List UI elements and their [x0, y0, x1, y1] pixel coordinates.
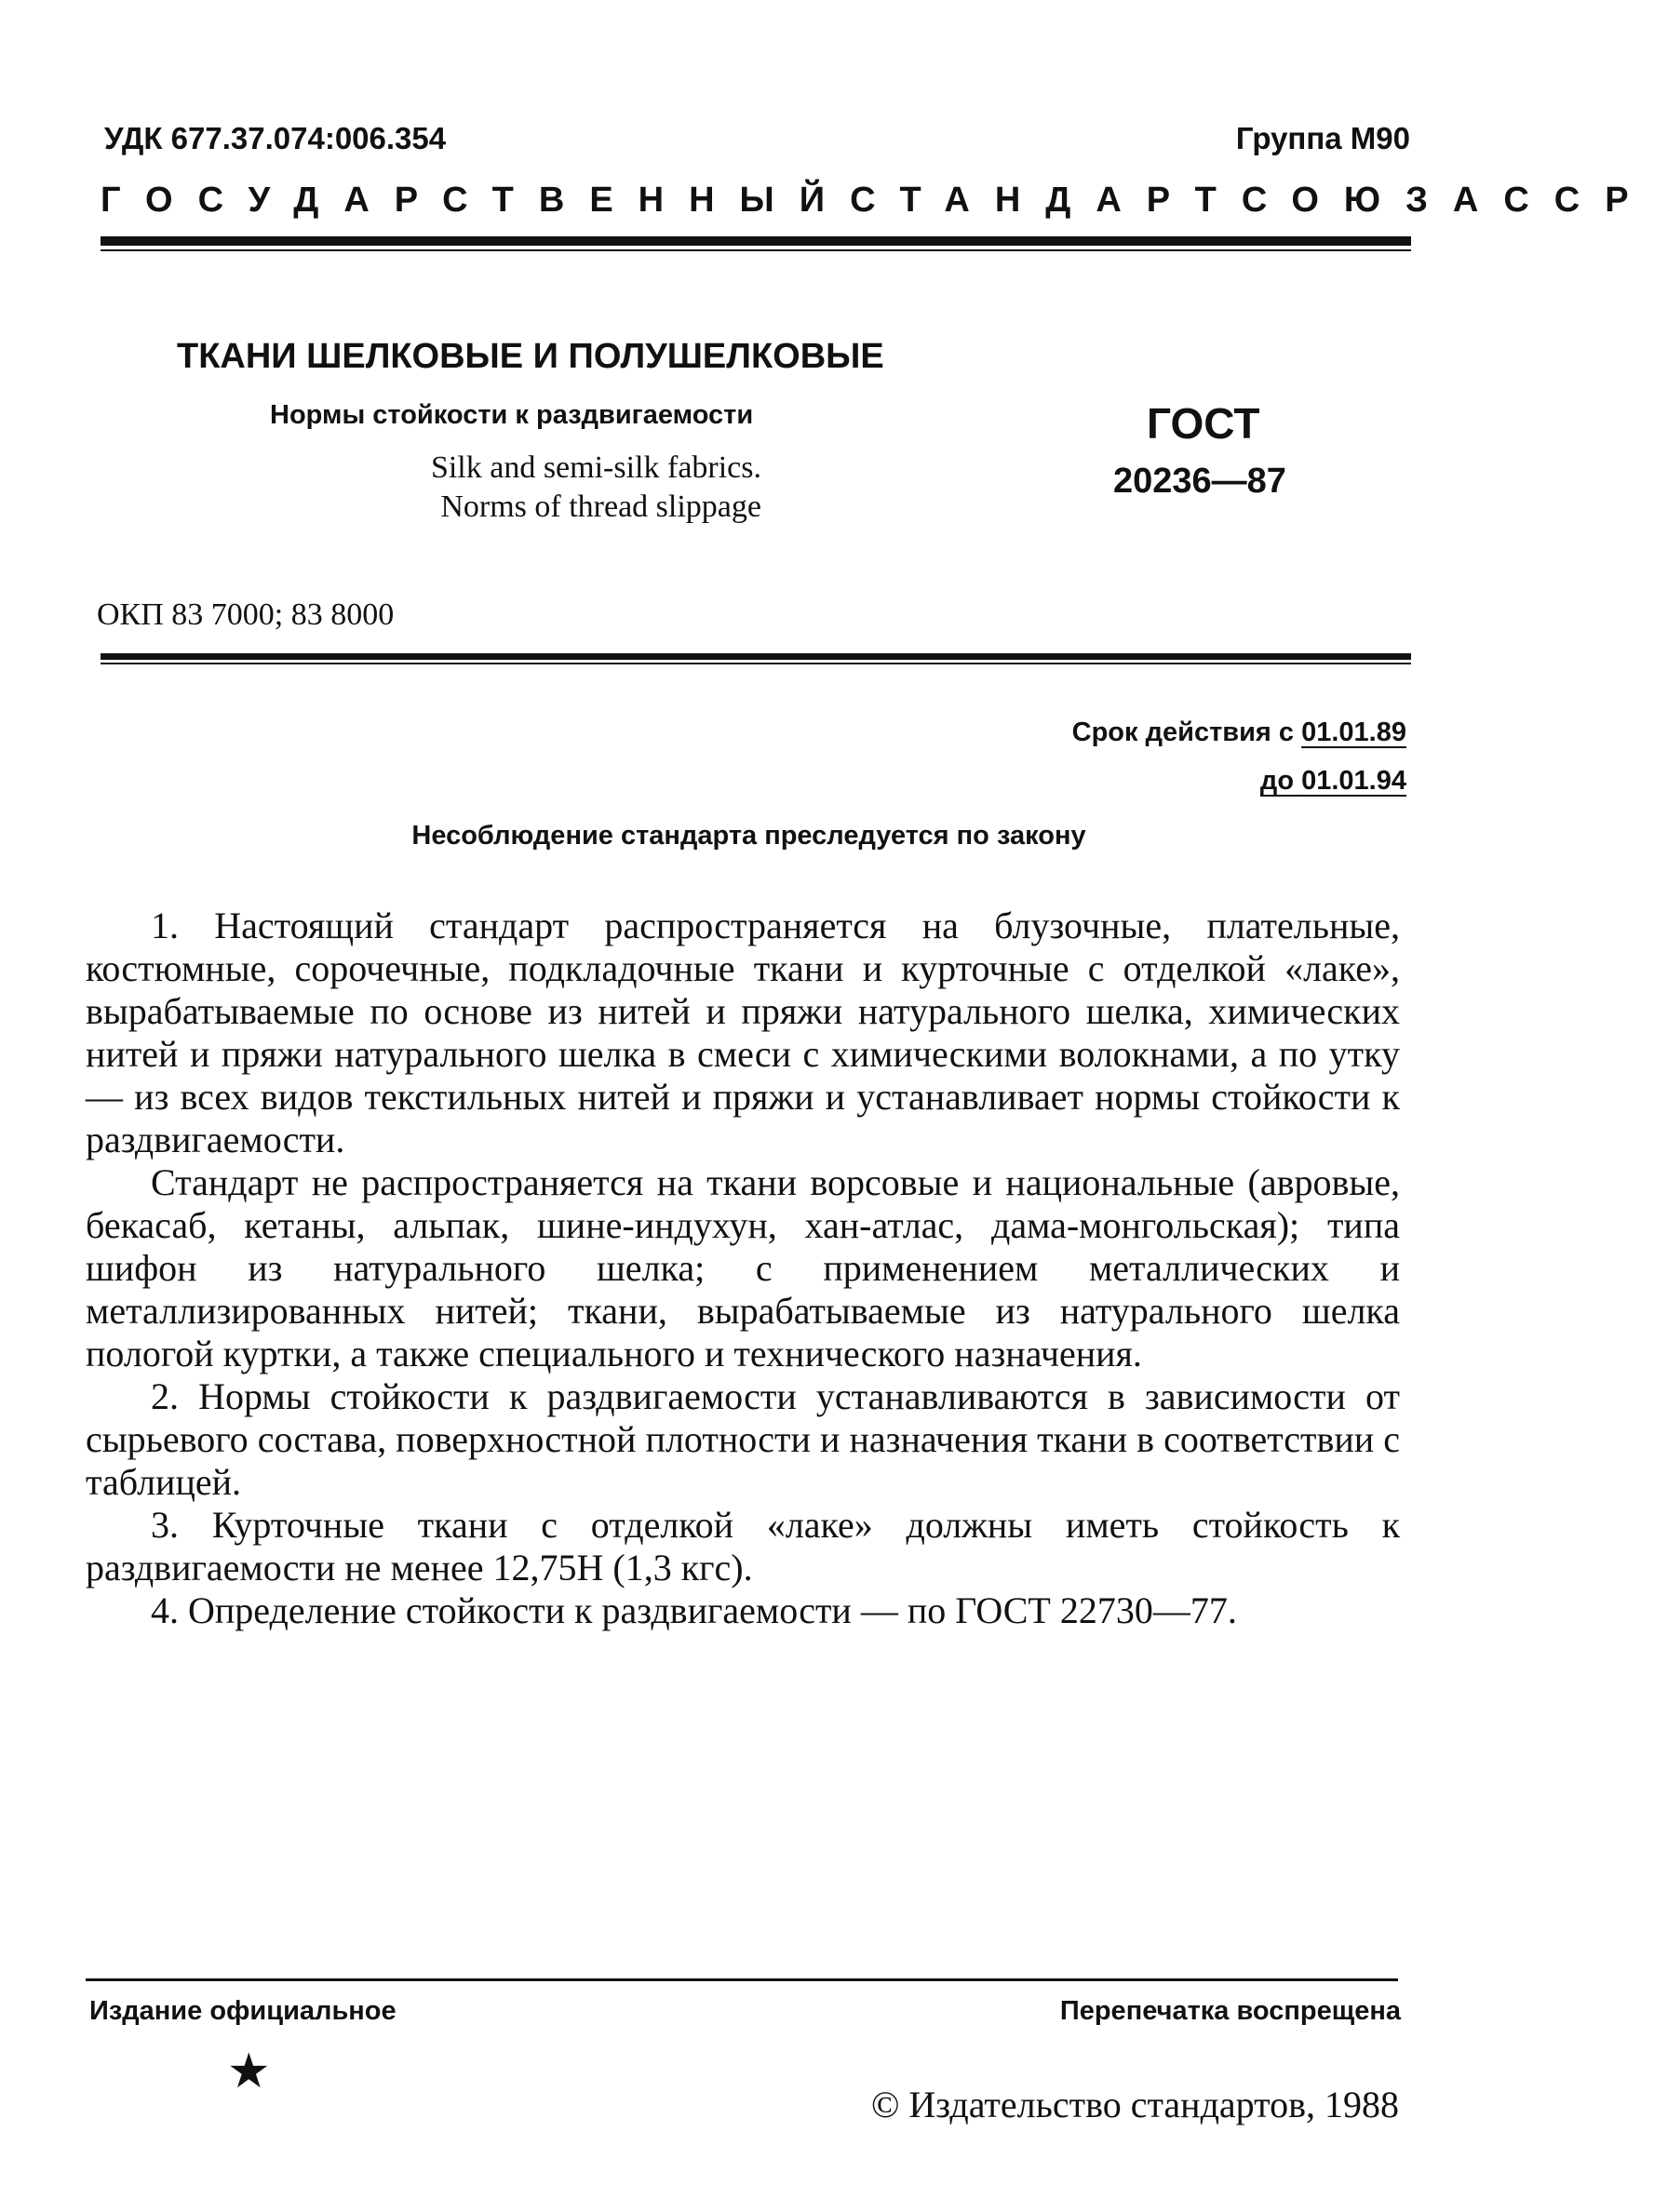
okp-rule-thick	[101, 653, 1411, 660]
paragraph-test-method: 4. Определение стойкости к раздвигаемости — по ГОСТ 22730—77.	[151, 1589, 1237, 1631]
paragraph-scope: 1. Настоящий стандарт распространяется на блузочные, плательные, костюмные, сорочечные, подкладочные ткани и курточные с отделкой «лаке», вырабатываемые по основе из нитей и пряжи натурального шелка, химических нитей и пряжи натурального шелка в смеси с химическими волокнами, а по утку — из всех видов текстильных нитей и пряжи и устанавливает нормы стойкости к раздвигаемости.	[86, 905, 1400, 1160]
state-standard-word: СОЮЗА	[1241, 181, 1504, 220]
copyright-notice: © Издательство стандартов, 1988	[870, 2084, 1399, 2125]
paragraph-norms: 2. Нормы стойкости к раздвигаемости устанавливаются в зависимости от сырьевого состава, поверхностной плотности и назначения ткани в соответствии с таблицей.	[86, 1375, 1400, 1503]
document-title: ТКАНИ ШЕЛКОВЫЕ И ПОЛУШЕЛКОВЫЕ	[177, 337, 884, 376]
header-rule-thick	[101, 236, 1411, 246]
reprint-prohibited: Перепечатка воспрещена	[1059, 1996, 1401, 2026]
okp-codes: ОКП 83 7000; 83 8000	[97, 597, 395, 632]
official-edition: Издание официальное	[89, 1996, 397, 2026]
state-standard-word: СТАНДАРТ	[850, 181, 1242, 220]
gost-label: ГОСТ	[1147, 399, 1260, 448]
validity-from-prefix: Срок действия с	[1071, 717, 1295, 747]
subtitle-english-line-2: Norms of thread slippage	[440, 489, 761, 524]
validity-to-date: 01.01.94	[1301, 766, 1406, 796]
validity-to-prefix: до	[1259, 766, 1295, 796]
standard-body	[86, 905, 1400, 1632]
paragraph-jacket-fabrics: 3. Курточные ткани с отделкой «лаке» должны иметь стойкость к раздвигаемости не менее 12,75Н (1,3 кгс).	[86, 1504, 1400, 1589]
gost-number: 20236—87	[1113, 462, 1286, 501]
state-standard-heading	[101, 181, 1654, 221]
state-standard-word: ГОСУДАРСТВЕННЫЙ	[101, 181, 851, 220]
star-icon: ★	[227, 2045, 271, 2098]
law-notice: Несоблюдение стандарта преследуется по закону	[411, 821, 1086, 851]
validity-from	[1072, 709, 1406, 756]
subtitle-english-line-1: Silk and semi-silk fabrics.	[430, 450, 761, 485]
subtitle-russian: Нормы стойкости к раздвигаемости	[270, 400, 754, 430]
udk-code: УДК 677.37.074:006.354	[104, 121, 447, 155]
paragraph-exclusions: Стандарт не распространяется на ткани ворсовые и национальные (авровые, бекасаб, кетаны, альпак, шине-индухун, хан-атлас, дама-монгольская); типа шифон из натурального шелка; с применением металлических и металлизированных нитей; ткани, вырабатываемые из натурального шелка пологой куртки, а также специального и технического назначения.	[86, 1161, 1400, 1374]
validity-period	[1072, 709, 1406, 804]
header-rule-thin	[101, 249, 1411, 251]
okp-rule-thin	[101, 663, 1411, 664]
subtitle-english	[333, 449, 761, 527]
state-standard-word: ССР	[1503, 181, 1654, 220]
validity-from-date: 01.01.89	[1301, 717, 1406, 747]
validity-to	[1260, 757, 1406, 804]
group-code: Группа М90	[1235, 121, 1410, 155]
footer-rule	[86, 1978, 1398, 1981]
